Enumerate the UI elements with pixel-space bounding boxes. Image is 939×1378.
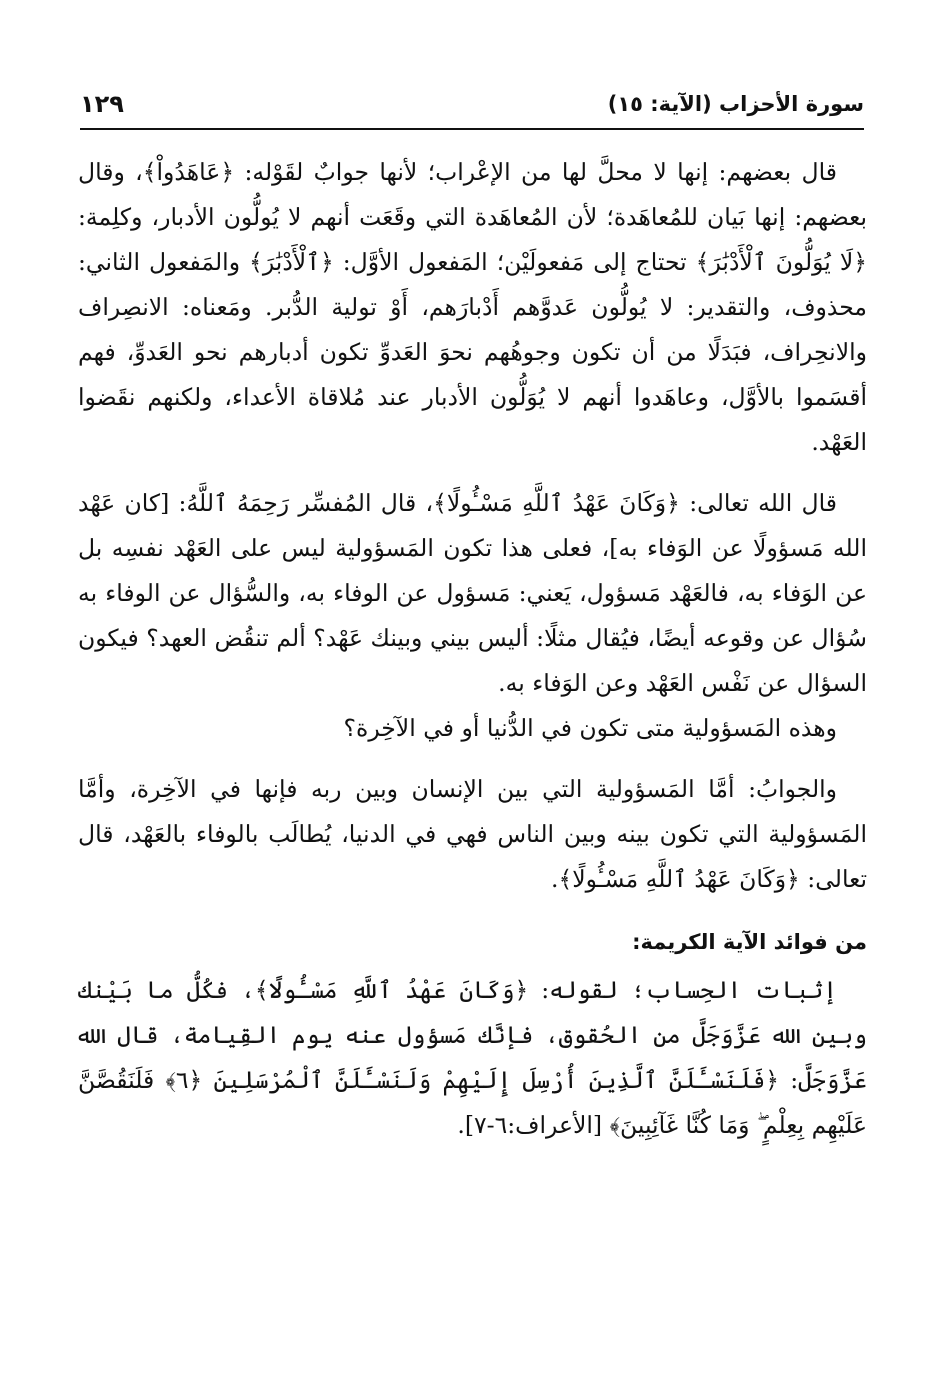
- paragraph-1: قال بعضهم: إنها لا محلَّ لها من الإعْراب؛ لأنها جوابٌ لقَوْله: ﴿عَاهَدُواْ﴾، وقال بعضهم: إنها بَيان للمُعاهَدة؛ لأن المُعاهَدة التي وقَعَت أنهم لا يُولُّون الأدبار، وكلِمة: ﴿لَا يُوَلُّونَ ٱلْأَدْبَٰرَ﴾ تحتاج إلى مَفعولَيْن؛ المَفعول الأوَّل: ﴿ٱلْأَدْبَٰرَ﴾ والمَفعول الثاني: محذوف، والتقدير: لا يُولُّون عَدوَّهم أَدْبارَهم، أَوْ تولية الدُّبر. ومَعناه: الانصِراف والانحِراف، فبَدَلًا من أن تكون وجوهُهم نحوَ العَدوِّ تكون أدبارهم نحو العَدوِّ، فهم أقسَموا بالأوَّل، وعاهَدوا أنهم لا يُوَلُّون الأدبار عند مُلاقاة الأعداء، ولكنهم نقَضوا العَهْد.: [78, 158, 867, 456]
- header-divider: [80, 128, 864, 130]
- paragraph-3: وهذه المَسؤولية متى تكون في الدُّنيا أو في الآخِرة؟: [343, 714, 837, 742]
- paragraph-2: قال الله تعالى: ﴿وَكَانَ عَهْدُ ٱللَّهِ مَسْـُٔولًا﴾، قال المُفسِّر رَحِمَهُ ٱللَّهُ: [كان عَهْد الله مَسؤولًا عن الوَفاء به]، فعلى هذا تكون المَسؤولية ليس على العَهْد نفسِه بل عن الوَفاء به، فالعَهْد مَسؤول، يَعني: مَسؤول عن الوفاء به، والسُّؤال عن الوفاء به سُؤال عن وقوعه أيضًا، فيُقال مثلًا: أليس بيني وبينك عَهْد؟ ألم تنقُض العهد؟ فيكون السؤال عن نَفْس العَهْد وعن الوَفاء به.: [78, 489, 867, 697]
- paragraph-4: والجوابُ: أمَّا المَسؤولية التي بين الإنسان وبين ربه فإنها في الآخِرة، وأمَّا المَسؤولية التي تكون بينه وبين الناس فهي في الدنيا، يُطالَب بالوفاء بالعَهْد، قال تعالى: ﴿وَكَانَ عَهْدُ ٱللَّهِ مَسْـُٔولًا﴾.: [78, 775, 867, 893]
- paragraph-5: إثبات الحِساب؛ لقوله: ﴿وَكَانَ عَهْدُ ٱللَّهِ مَسْـُٔولًا﴾، فكُلُّ ما بَيْنك وبين الله عَزَّوَجَلَّ من الحُقوق، فإنَّك مَسؤول عنه يوم القِيامة، قال الله عَزَّوَجَلَّ: ﴿فَلَنَسْـَٔلَنَّ ٱلَّذِينَ أُرْسِلَ إِلَيْهِمْ وَلَنَسْـَٔلَنَّ ٱلْمُرْسَلِينَ ﴿٦﴾ فَلَنَقُصَّنَّ عَلَيْهِم بِعِلْمٍ ۖ وَمَا كُنَّا غَآئِبِينَ﴾ [الأعراف:٦-٧].: [78, 976, 867, 1139]
- page-number: ١٢٩: [80, 90, 124, 118]
- running-title: سورة الأحزاب (الآية: ١٥): [607, 92, 864, 116]
- page-header: [80, 88, 864, 128]
- main-text: [78, 150, 867, 1148]
- section-heading: من فوائد الآية الكريمة:: [632, 930, 867, 954]
